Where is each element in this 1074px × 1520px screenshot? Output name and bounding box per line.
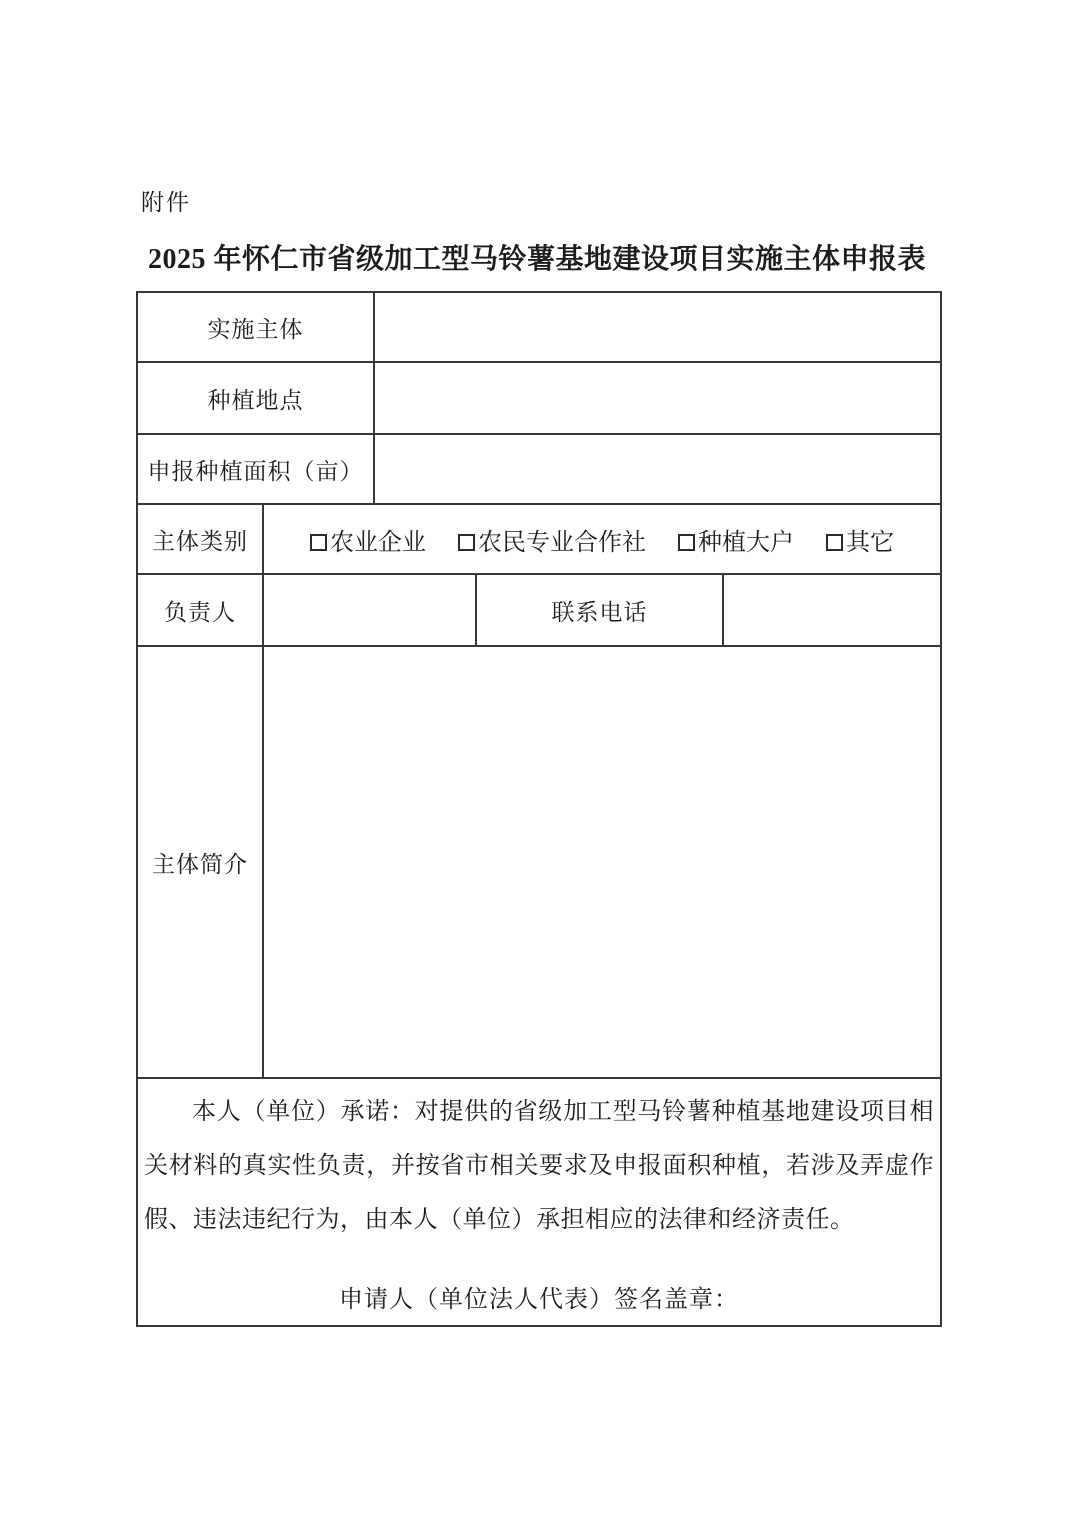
- entity-category-label: 主体类别: [137, 504, 263, 574]
- table-row-entity-category: [137, 504, 941, 574]
- application-table: [136, 291, 942, 1327]
- attachment-label: 附件: [141, 190, 191, 215]
- checkbox-option-label: 农业企业: [330, 529, 427, 556]
- declared-area-value[interactable]: [374, 434, 941, 504]
- checkbox-option-large-grower[interactable]: [678, 522, 794, 557]
- commitment-cell: [137, 1078, 941, 1326]
- checkbox-option-label: 农民专业合作社: [478, 529, 647, 556]
- checkbox-option-agricultural-enterprise[interactable]: [310, 522, 426, 557]
- implementing-entity-label: 实施主体: [137, 292, 374, 362]
- signature-label: 申请人（单位法人代表）签名盖章：: [339, 1287, 740, 1313]
- entity-profile-value[interactable]: [263, 646, 941, 1078]
- contact-phone-label: 联系电话: [476, 574, 723, 646]
- checkbox-option-farmer-cooperative[interactable]: [458, 522, 646, 557]
- entity-profile-label: 主体简介: [137, 646, 263, 1078]
- implementing-entity-value[interactable]: [374, 292, 941, 362]
- checkbox-icon[interactable]: [458, 534, 475, 551]
- table-row-entity-profile: [137, 646, 941, 1078]
- checkbox-option-label: 其它: [846, 529, 895, 556]
- checkbox-icon[interactable]: [310, 534, 327, 551]
- checkbox-option-other[interactable]: [826, 522, 894, 557]
- responsible-person-value[interactable]: [263, 574, 476, 646]
- declared-area-label: 申报种植面积（亩）: [137, 434, 374, 504]
- table-row-commitment: [137, 1078, 941, 1326]
- responsible-person-label: 负责人: [137, 574, 263, 646]
- contact-phone-value[interactable]: [723, 574, 941, 646]
- page-title: 2025 年怀仁市省级加工型马铃薯基地建设项目实施主体申报表: [147, 244, 926, 275]
- table-row-responsible-person: [137, 574, 941, 646]
- table-row-declared-area: [137, 434, 941, 504]
- table-row-planting-location: [137, 362, 941, 434]
- checkbox-icon[interactable]: [826, 534, 843, 551]
- planting-location-value[interactable]: [374, 362, 941, 434]
- entity-category-options: [263, 504, 941, 574]
- planting-location-label: 种植地点: [137, 362, 374, 434]
- commitment-text: 本人（单位）承诺：对提供的省级加工型马铃薯种植基地建设项目相关材料的真实性负责，并按省市相关要求及申报面积种植，若涉及弄虚作假、违法违纪行为，由本人（单位）承担相应的法律和经济责任。: [144, 1099, 935, 1233]
- table-row-implementing-entity: [137, 292, 941, 362]
- checkbox-option-label: 种植大户: [698, 529, 795, 556]
- checkbox-icon[interactable]: [678, 534, 695, 551]
